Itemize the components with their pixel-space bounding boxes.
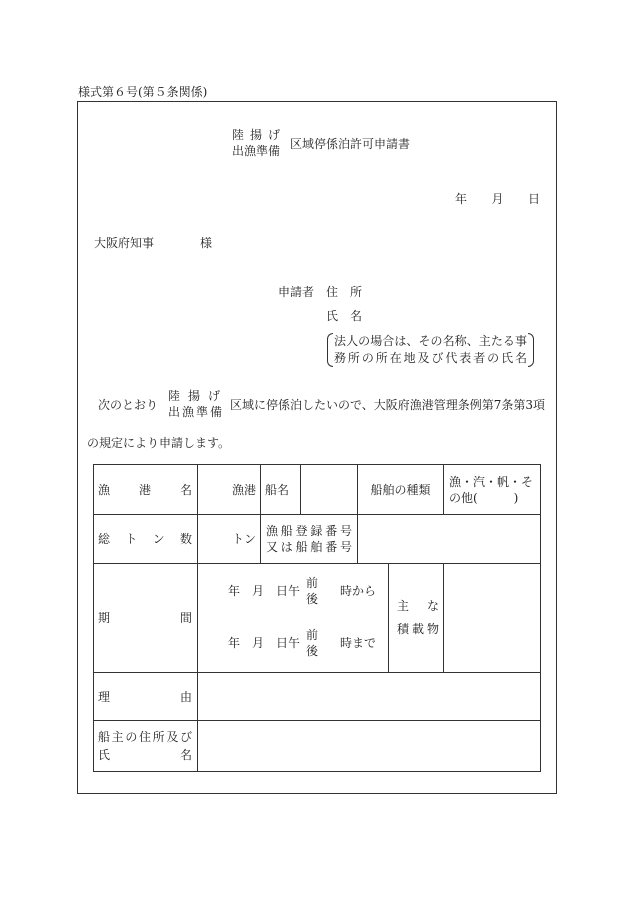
body-reason-top: 陸 揚 げ (168, 389, 220, 403)
title-reason-bottom: 出漁準備 (232, 144, 281, 158)
applicant-label: 申請者 (278, 285, 315, 299)
tonnage-label: 総 ト ン 数 (98, 532, 192, 546)
registration-label-line-2: 又は船舶番号 (266, 540, 352, 554)
date-line: 年 月 日 (455, 192, 540, 206)
owner-label-line-2: 氏 名 (98, 748, 192, 762)
body-reason-bottom: 出漁準備 (168, 405, 222, 419)
form-number: 様式第６号(第５条関係) (78, 85, 208, 99)
ship-type-label: 船舶の種類 (370, 482, 431, 497)
port-label-cell (94, 465, 198, 515)
ship-type-label-cell (358, 465, 444, 515)
period-from-suffix: 時から (340, 584, 377, 598)
ship-type-option-line-2: の他( ) (449, 490, 519, 505)
period-to-date: 年 月 日午 (228, 636, 301, 650)
period-to-am: 前 (306, 628, 319, 642)
ship-type-option-line-1: 漁・汽・帆・そ (449, 474, 534, 489)
cargo-label-line-2: 積載物 (397, 622, 439, 636)
addressee-name: 大阪府知事 (94, 236, 155, 250)
cargo-label-cell (389, 564, 444, 673)
registration-label-cell (261, 515, 358, 564)
applicant-address-label: 住 所 (326, 285, 363, 299)
period-from-am: 前 (306, 576, 319, 590)
corporate-note-line-2: 務所の所在地及び代表者の氏名 (334, 351, 527, 365)
corporate-note-line-1: 法人の場合は、その名称、主たる事 (334, 334, 527, 348)
period-label: 期 間 (98, 611, 192, 625)
period-from-pm: 後 (306, 592, 319, 606)
tonnage-label-cell (94, 515, 198, 564)
body-line-2: の規定により申請します。 (87, 436, 231, 450)
tonnage-value-cell (198, 515, 261, 564)
reason-label-cell (94, 673, 198, 721)
registration-label-line-1: 漁船登録番号 (266, 524, 352, 538)
owner-label-line-1: 船主の住所及び (98, 730, 192, 744)
ship-type-options-cell (444, 465, 541, 515)
cargo-value-cell (444, 564, 541, 673)
port-suffix: 漁港 (231, 482, 256, 497)
cargo-label-line-1: 主 な (397, 599, 439, 613)
application-table (93, 464, 541, 772)
reason-value-cell (198, 673, 541, 721)
registration-value-cell (358, 515, 541, 564)
period-value-cell (198, 564, 389, 673)
tonnage-unit: トン (231, 532, 256, 546)
port-label: 漁 港 名 (98, 482, 192, 497)
ship-name-label-cell (261, 465, 301, 515)
title-reason-top: 陸 揚 げ (232, 128, 280, 142)
reason-label: 理 由 (98, 689, 192, 704)
body-line-1: 区域に停係泊したいので、大阪府漁港管理条例第7条第3項 (230, 398, 546, 412)
ship-name-value-cell (301, 465, 358, 515)
owner-value-cell (198, 721, 541, 772)
period-label-cell (94, 564, 198, 673)
form-title: 区域停係泊許可申請書 (290, 137, 411, 151)
period-to-pm: 後 (306, 644, 319, 658)
period-to-suffix: 時まで (340, 636, 377, 650)
port-value-cell (198, 465, 261, 515)
applicant-name-label: 氏 名 (326, 309, 363, 323)
addressee-honorific: 様 (200, 236, 213, 250)
ship-name-label: 船名 (265, 482, 290, 497)
owner-label-cell (94, 721, 198, 772)
corporate-note-bracket-right (528, 333, 534, 367)
body-lead: 次のとおり (98, 398, 159, 412)
period-from-date: 年 月 日午 (228, 584, 301, 598)
corporate-note-bracket-left (327, 333, 333, 367)
